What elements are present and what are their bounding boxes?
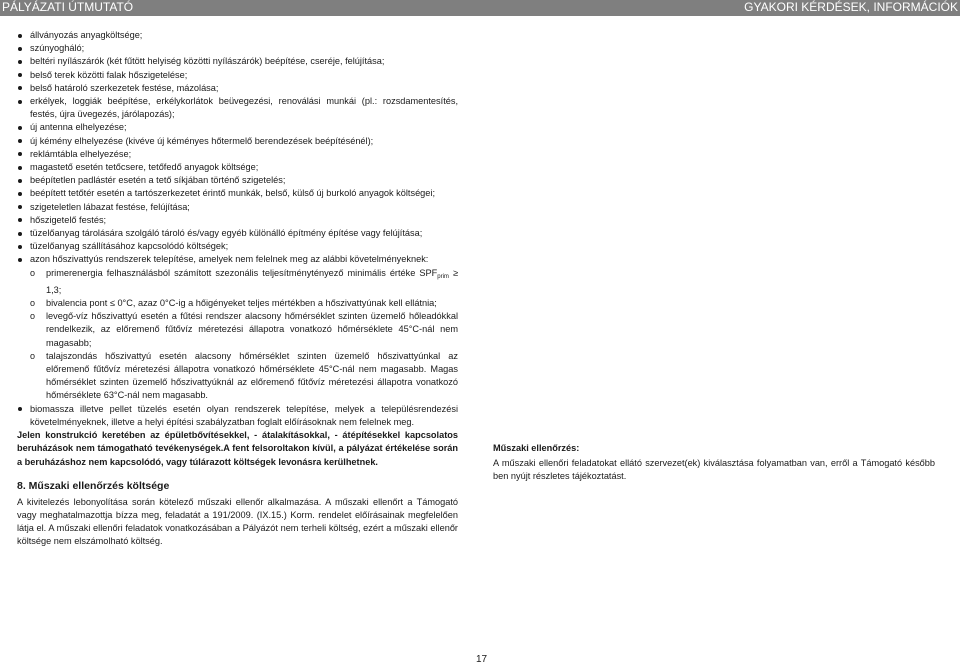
left-column [17, 29, 458, 549]
heat-pump-intro: azon hőszivattyús rendszerek telepítése, amelyek nem felelnek meg az alábbi követelményeknek: [30, 254, 429, 265]
list-item: új kémény elhelyezése (kivéve új kéményes hőtermelő berendezések beépítésénél); [17, 135, 458, 148]
list-item: erkélyek, loggiák beépítése, erkélykorlátok beüvegezési, renoválási munkái (pl.: rozsdamentesítés, festés, újra üvegezés, járólapozás); [17, 95, 458, 121]
section-heading: 8. Műszaki ellenőrzés költsége [17, 479, 170, 492]
list-item: magastető esetén tetőcsere, tetőfedő anyagok költsége; [17, 161, 458, 174]
right-column-title: Műszaki ellenőrzés: [493, 443, 580, 453]
list-item-heat-pump [17, 253, 458, 402]
spf-value: ≥ 1,3; [46, 267, 458, 295]
sub-list-item [30, 267, 458, 297]
right-column [493, 442, 935, 484]
list-item: tüzelőanyag szállításához kapcsolódó költségek; [17, 240, 458, 253]
spf-subscript: prim [437, 273, 449, 280]
right-column-body: A műszaki ellenőri feladatokat ellátó szervezet(ek) kiválasztása folyamatban van, erről a Támogató később ben nyújt részletes tájékoztatást. [493, 458, 935, 482]
section-body: A kivitelezés lebonyolítása során kötelező műszaki ellenőr alkalmazása. A műszaki ellenőrt a Támogató vagy meghatalmazottja bízza meg, feladatát a 191/2009. (IX.15.) Korm. rendelet előírásainak megfelelően látja el. A műszaki ellenőri feladatok vonatkozásában a Pályázót nem terheli költség, ezért a műszaki ellenőr költsége nem elszámolható költség. [17, 496, 458, 547]
list-item: belső terek közötti falak hőszigetelése; [17, 69, 458, 82]
list-item: új antenna elhelyezése; [17, 121, 458, 134]
list-item: beltéri nyílászárók (két fűtött helyiség közötti nyílászárók) beépítése, cseréje, felújítása; [17, 55, 458, 68]
sub-list-item: o bivalencia pont ≤ 0°C, azaz 0°C-ig a hőigényeket teljes mértékben a hőszivattyúnak kell ellátnia; [30, 297, 458, 310]
list-item: szúnyogháló; [17, 42, 458, 55]
page-header [0, 0, 960, 16]
list-item: reklámtábla elhelyezése; [17, 148, 458, 161]
list-item: hőszigetelő festés; [17, 214, 458, 227]
heat-pump-requirements [30, 267, 458, 403]
sub-list-item: o talajszondás hőszivattyú esetén alacsony hőmérséklet szinten üzemelő hőszivattyúnkal az előremenő fűtővíz méretezési állapotra vonatkozó hőmérséklete 45°C-nál nem magasabb. Magas hőmérséklet szinten üzemelő hőszivattyúknál az előremenő fűtővíz méretezési állapotra vonatkozó hőmérséklete 63°C-nál nem magasabb. [30, 350, 458, 403]
header-right-title: GYAKORI KÉRDÉSEK, INFORMÁCIÓK [744, 0, 958, 14]
list-item: állványozás anyagköltsége; [17, 29, 458, 42]
bold-notice-paragraph: Jelen konstrukció keretében az épületbővítésekkel, - átalakításokkal, - átépítésekkel kapcsolatos beruházások nem támogatható tevékenységek.A fent felsoroltakon kívül, a pályázat értékelése során a beruházáshoz nem kapcsolódó, vagy túlárazott költségek levonásra kerülhetnek. [17, 430, 458, 467]
list-item: szigeteletlen lábazat festése, felújítása; [17, 201, 458, 214]
header-left-title: PÁLYÁZATI ÚTMUTATÓ [2, 0, 134, 14]
list-item: belső határoló szerkezetek festése, mázolása; [17, 82, 458, 95]
spf-text: primerenergia felhasználásból számított szezonális teljesítménytényező minimális értéke SPF [46, 267, 438, 278]
sub-list-item: o levegő-víz hőszivattyú esetén a fűtési rendszer alacsony hőmérséklet szinten üzemelő hőleadókkal rendelkezik, az előremenő fűtővíz méretezési állapotra vonatkozó hőmérséklete 45°C-nál nem magasabb; [30, 310, 458, 350]
page-number: 17 [476, 654, 488, 665]
list-item: biomassza illetve pellet tüzelés esetén olyan rendszerek telepítése, melyek a településrendezési követelményeknek, illetve a helyi építési szabályzatban foglalt előírásoknak nem felelnek meg. [17, 403, 458, 429]
list-item: tüzelőanyag tárolására szolgáló tároló és/vagy egyéb különálló építmény építése vagy felújítása; [17, 227, 458, 240]
list-item: beépített tetőtér esetén a tartószerkezetet érintő munkák, belső, külső új burkoló anyagok költségei; [17, 187, 458, 200]
list-item: beépítetlen padlástér esetén a tető síkjában történő szigetelés; [17, 174, 458, 187]
non-eligible-costs-list [17, 29, 458, 429]
